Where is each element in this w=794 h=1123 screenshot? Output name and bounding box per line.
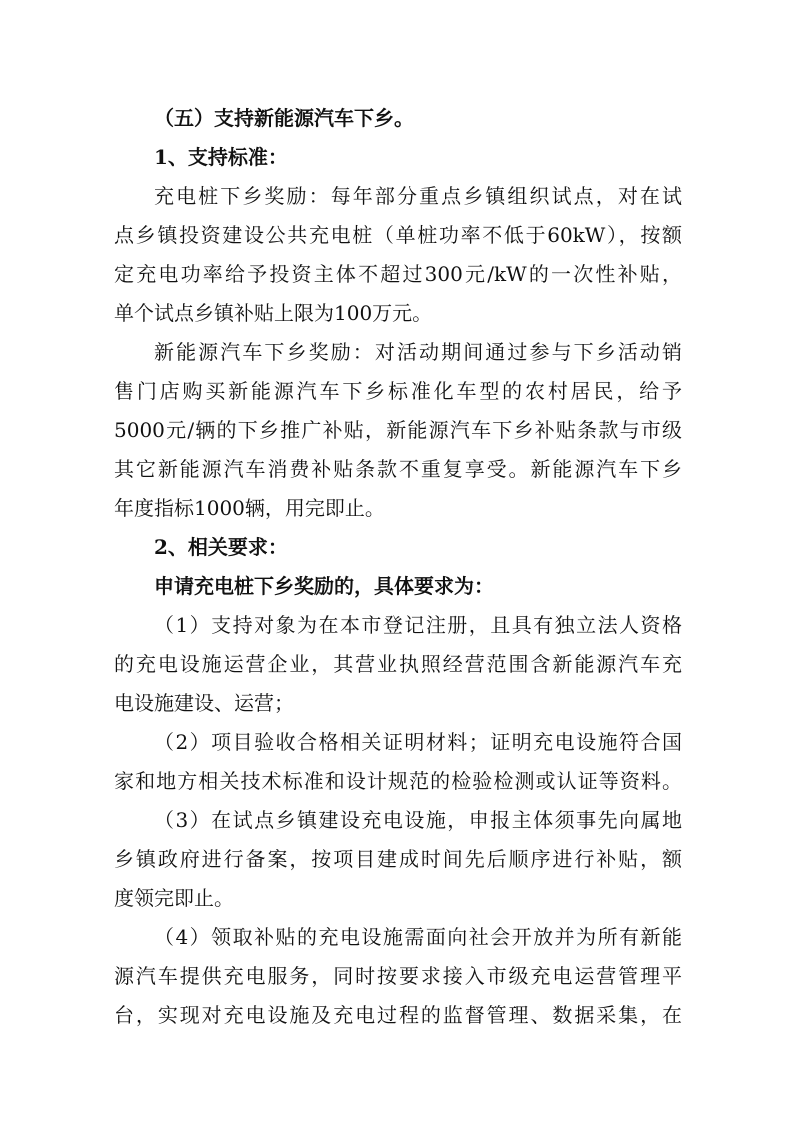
paragraph-charging-pile-reward: [114, 177, 682, 333]
paragraph-line: 的充电设施运营企业，其营业执照经营范围含新能源汽车充: [114, 652, 682, 676]
paragraph-line: 年度指标1000辆，用完即止。: [114, 496, 385, 520]
paragraph-line: 新能源汽车下乡奖励：对活动期间通过参与下乡活动销: [154, 340, 682, 364]
paragraph-line: （4）领取补贴的充电设施需面向社会开放并为所有新能: [154, 925, 682, 949]
paragraph-line: 售门店购买新能源汽车下乡标准化车型的农村居民，给予: [114, 379, 682, 403]
requirement-item-1: [114, 606, 682, 723]
paragraph-line: 其它新能源汽车消费补贴条款不重复享受。新能源汽车下乡: [114, 457, 682, 481]
requirement-item-2: [114, 723, 682, 801]
paragraph-line: 5000元/辆的下乡推广补贴，新能源汽车下乡补贴条款与市级: [114, 418, 682, 442]
paragraph-line: 乡镇政府进行备案，按项目建成时间先后顺序进行补贴，额: [114, 847, 682, 871]
paragraph-line: 电设施建设、运营；: [114, 691, 294, 715]
paragraph-line: 定充电功率给予投资主体不超过300元/kW的一次性补贴，: [114, 262, 682, 286]
subsection-heading-standards: 1、支持标准：: [154, 145, 288, 169]
paragraph-line: （2）项目验收合格相关证明材料；证明充电设施符合国: [154, 730, 682, 754]
paragraph-vehicle-reward: [114, 333, 682, 528]
subsection-heading-requirements: 2、相关要求：: [154, 535, 288, 559]
document-body: [114, 99, 682, 1035]
paragraph-line: 度领完即止。: [114, 886, 234, 910]
paragraph-line: 单个试点乡镇补贴上限为100万元。: [114, 301, 433, 325]
paragraph-line: 家和地方相关技术标准和设计规范的检验检测或认证等资料。: [114, 769, 682, 793]
requirement-item-4: [114, 918, 682, 1035]
paragraph-line: 充电桩下乡奖励：每年部分重点乡镇组织试点，对在试: [154, 184, 682, 208]
requirement-item-3: [114, 801, 682, 918]
paragraph-line: 点乡镇投资建设公共充电桩（单桩功率不低于60kW），按额: [114, 223, 682, 247]
paragraph-line: 源汽车提供充电服务，同时按要求接入市级充电运营管理平: [114, 964, 682, 988]
paragraph-line: 台，实现对充电设施及充电过程的监督管理、数据采集，在: [114, 1003, 682, 1027]
requirements-intro: 申请充电桩下乡奖励的，具体要求为：: [154, 574, 494, 598]
paragraph-line: （1）支持对象为在本市登记注册，且具有独立法人资格: [154, 613, 682, 637]
section-heading: （五）支持新能源汽车下乡。: [154, 106, 414, 130]
paragraph-line: （3）在试点乡镇建设充电设施，申报主体须事先向属地: [154, 808, 682, 832]
